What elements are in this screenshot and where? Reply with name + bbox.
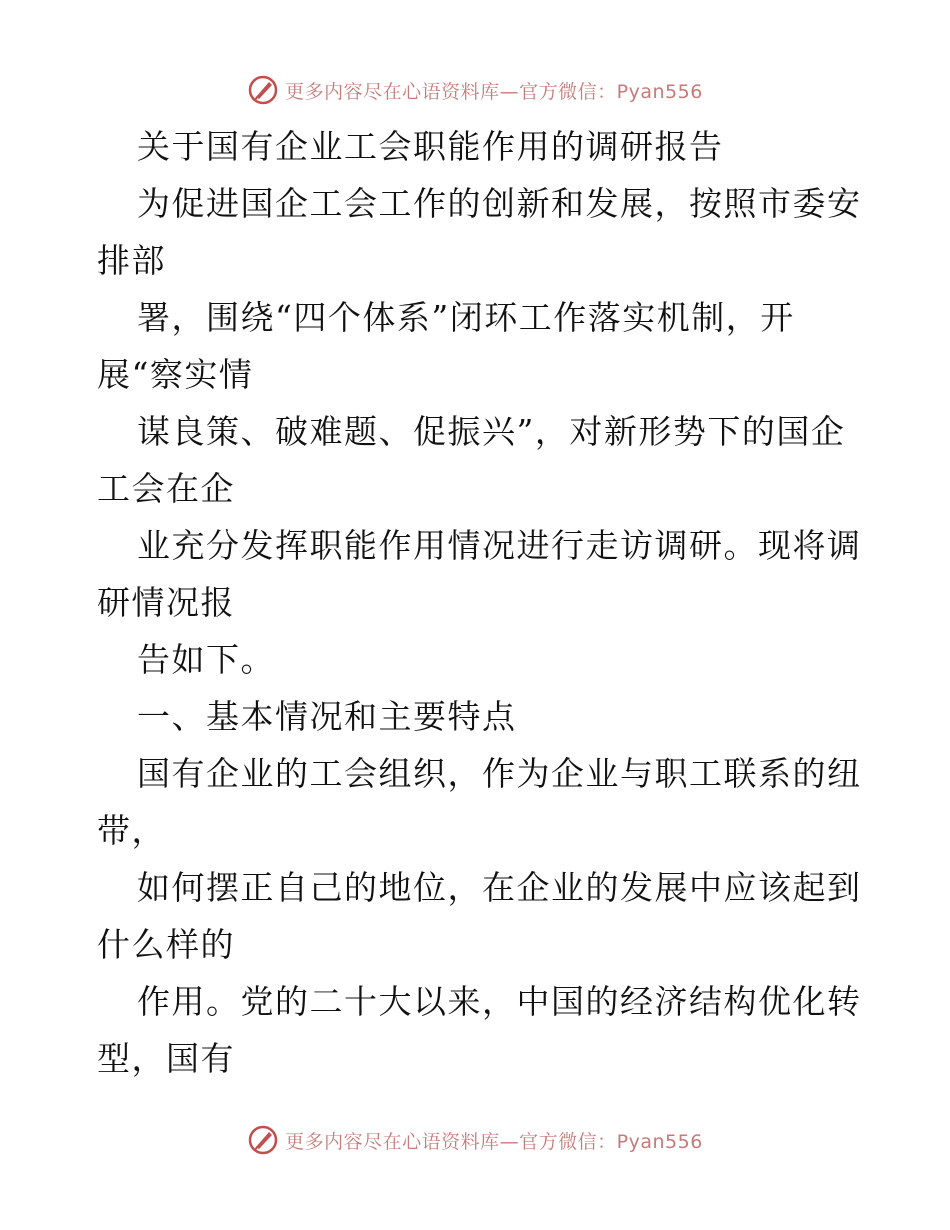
watermark-text: 更多内容尽在心语资料库—官方微信：Pyan556 <box>285 80 703 103</box>
text-line: 排部 <box>97 241 166 280</box>
text-line: 作用。党的二十大以来，中国的经济结构优化转 <box>137 982 862 1021</box>
text-line: 告如下。 <box>137 640 275 679</box>
header-watermark <box>0 70 950 110</box>
document-body <box>97 118 867 1087</box>
text-line: 什么样的 <box>97 925 235 964</box>
text-line: 展“察实情 <box>97 355 254 394</box>
text-line: 国有企业的工会组织，作为企业与职工联系的纽 <box>137 754 862 793</box>
text-line: 署，围绕“四个体系”闭环工作落实机制，开 <box>137 298 795 337</box>
text-line: 一、基本情况和主要特点 <box>137 697 517 736</box>
text-line: 带， <box>97 811 166 850</box>
quill-pen-logo-icon <box>247 1124 279 1156</box>
footer-watermark <box>0 1120 950 1160</box>
text-line: 谋良策、破难题、促振兴”，对新形势下的国企 <box>137 412 846 451</box>
text-line: 工会在企 <box>97 469 235 508</box>
text-line: 如何摆正自己的地位，在企业的发展中应该起到 <box>137 868 862 907</box>
text-line: 为促进国企工会工作的创新和发展，按照市委安 <box>137 184 862 223</box>
quill-pen-logo-icon <box>247 74 279 106</box>
watermark-text: 更多内容尽在心语资料库—官方微信：Pyan556 <box>285 1130 703 1153</box>
text-line: 研情况报 <box>97 583 235 622</box>
text-line: 关于国有企业工会职能作用的调研报告 <box>137 127 724 166</box>
text-line: 业充分发挥职能作用情况进行走访调研。现将调 <box>137 526 862 565</box>
text-line: 型，国有 <box>97 1039 235 1078</box>
